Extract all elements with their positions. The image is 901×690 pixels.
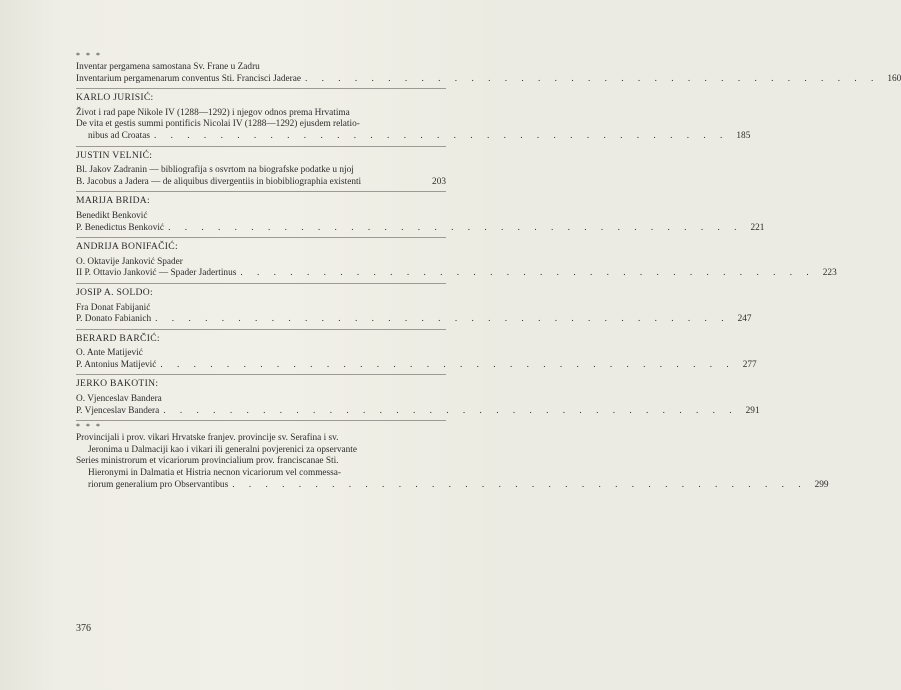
entry-title: II P. Ottavio Janković — Spader Jadertinus (76, 268, 237, 279)
dot-leader: . . . . . . . . . . . . . . . . . . . . . . . . . . . . . . . . . . . (163, 405, 738, 416)
dot-leader: . . . . . . . . . . . . . . . . . . . . . . . . . . . . . . . . . . . (304, 73, 880, 84)
toc-section (76, 241, 837, 280)
dot-leader: . . . . . . . . . . . . . . . . . . . . . . . . . . . . . . . . . . . (168, 222, 743, 233)
toc-entry-line: O. Vjenceslav Bandera (76, 394, 162, 405)
toc-section (76, 92, 751, 142)
toc-entry-line (76, 405, 760, 418)
section-divider (76, 374, 446, 375)
entry-title: B. Jacobus a Jadera — de aliquibus divergentiis in biobibliographia existenti (76, 176, 362, 187)
author-name: JOSIP A. SOLDO: (76, 286, 153, 298)
toc-section (76, 421, 829, 491)
dot-leader: . . . . . . . . . . . . . . . . . . . . . . . . . . . . . . . . . . . (153, 130, 729, 141)
table-of-contents (76, 50, 901, 491)
entry-title: P. Donato Fabianich (76, 314, 152, 325)
toc-entry-line (76, 222, 765, 235)
toc-section (76, 150, 446, 189)
entry-page-number: 277 (742, 359, 757, 370)
author-name: ANDRIJA BONIFAČIĆ: (76, 241, 178, 253)
entry-title: P. Benedictus Benković (76, 222, 165, 233)
section-divider (76, 237, 446, 238)
toc-entry-line (76, 359, 757, 372)
dot-leader: . . . . . . . . . . . . . . . . . . . . . . . . . . . . . . . . . . . (155, 314, 730, 325)
section-divider (76, 191, 446, 192)
section-divider (76, 283, 446, 284)
toc-entry-line: Fra Donat Fabijanić (76, 302, 151, 313)
entry-page-number: 203 (432, 176, 446, 187)
toc-section (76, 378, 760, 417)
toc-entry-line (76, 177, 446, 189)
toc-entry-line (76, 314, 752, 326)
page-number: 376 (76, 623, 91, 634)
toc-section (76, 195, 765, 234)
toc-entry-line: Benedikt Benković (76, 210, 148, 221)
toc-entry-line: Život i rad pape Nikole IV (1288—1292) i njegov odnos prema Hrvatima (76, 107, 350, 118)
entry-page-number: 291 (745, 405, 760, 416)
toc-entry-line: Bl. Jakov Zadranin — bibliografija s osvrtom na biografske podatke u njoj (76, 165, 354, 176)
entry-page-number: 299 (814, 479, 829, 490)
author-name: JUSTIN VELNIĆ: (76, 149, 153, 161)
entry-title: nibus ad Croatas (88, 130, 150, 141)
toc-section (76, 50, 901, 85)
section-divider (76, 146, 446, 147)
toc-entry-line: O. Oktavije Janković Spader (76, 256, 183, 267)
section-divider (76, 88, 446, 89)
entry-page-number: 223 (822, 268, 837, 279)
author-name: MARIJA BRIDA: (76, 195, 150, 207)
toc-entry-line: Hieronymi in Dalmatia et Histria necnon vicariorum vel commessa- (88, 468, 342, 479)
toc-entry-line: Jeronima u Dalmaciji kao i vikari ili generalni povjerenici za opservante (88, 444, 357, 455)
entry-page-number: 160 (887, 73, 901, 84)
dot-leader: . . . . . . . . . . . . . . . . . . . . . . . . . . . . . . . . . . . (240, 268, 815, 279)
toc-section (76, 286, 752, 326)
toc-entry-line (76, 479, 829, 492)
dot-leader: . . . . . . . . . . . . . . . . . . . . . . . . . . . . . . . . . . . (232, 479, 807, 490)
entry-title: P. Antonius Matijević (76, 359, 157, 370)
author-name: KARLO JURISIĆ: (76, 92, 154, 104)
entry-title: riorum generalium pro Observantibus (88, 479, 229, 490)
toc-entry-line (76, 73, 901, 86)
entry-page-number: 247 (737, 314, 752, 325)
section-separator: * * * (76, 51, 102, 60)
toc-entry-line: De vita et gestis summi pontificis Nicolai IV (1288—1292) ejusdem relatio- (76, 119, 360, 130)
section-separator: * * * (76, 422, 102, 432)
toc-entry-line: Inventar pergamena samostana Sv. Frane u Zadru (76, 62, 260, 72)
toc-section (76, 332, 757, 372)
entry-page-number: 185 (736, 130, 751, 141)
entry-title: P. Vjenceslav Bandera (76, 405, 160, 416)
entry-page-number: 221 (750, 222, 765, 233)
toc-entry-line: Provincijali i prov. vikari Hrvatske franjev. provincije sv. Serafina i sv. (76, 433, 339, 444)
dot-leader: . . . . . . . . . . . . . . . . . . . . . . . . . . . . . . . . . . . (160, 359, 735, 370)
toc-entry-line: Series ministrorum et vicariorum provincialium prov. franciscanae Sti. (76, 456, 339, 467)
section-divider (76, 329, 446, 330)
toc-entry-line (76, 268, 837, 280)
toc-entry-line: O. Ante Matijević (76, 348, 143, 359)
entry-title: Inventarium pergamenarum conventus Sti. Francisci Jaderae (76, 73, 301, 84)
author-name: BERARD BARČIĆ: (76, 332, 160, 344)
toc-entry-line (76, 130, 751, 143)
author-name: JERKO BAKOTIN: (76, 378, 159, 390)
